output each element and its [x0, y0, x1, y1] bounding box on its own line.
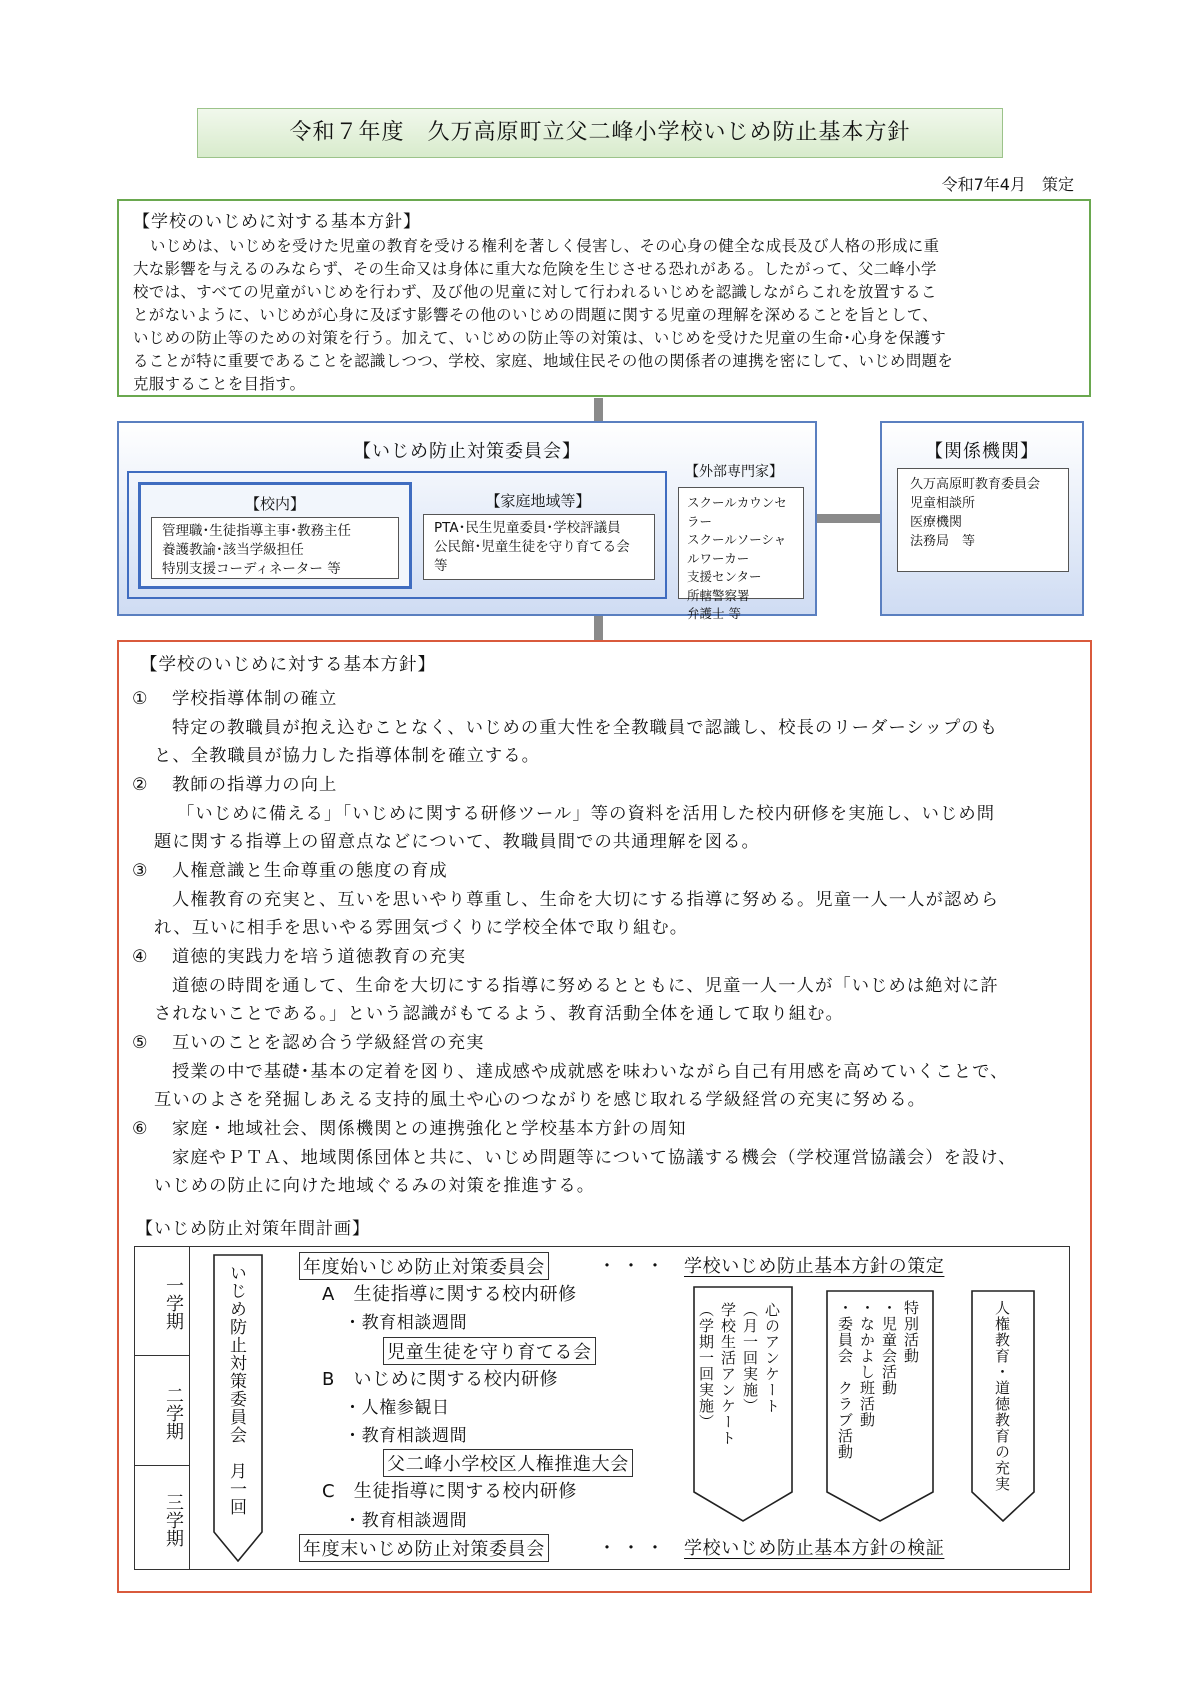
basic-policy-heading: 【学校のいじめに対する基本方針】 [133, 212, 421, 232]
policy-item-1 [132, 685, 1082, 771]
term-column [134, 1246, 190, 1570]
agencies-list [897, 468, 1069, 572]
special-line: 特別活動 [902, 1300, 920, 1364]
committee-monthly-arrow [213, 1254, 263, 1562]
policy-item-4 [132, 943, 1082, 1029]
basic-policy-line: 校では、すべての児童がいじめを行わず、及び他の児童に対して行われるいじめを認識しながらこれを放置するこ [133, 283, 937, 301]
agencies-heading: 【関係機関】 [925, 441, 1039, 462]
policy-title: 道徳的実践力を培う道徳教育の充実 [172, 947, 467, 967]
dots-start: ・・・ [598, 1256, 670, 1277]
school-policy-heading: 【学校のいじめに対する基本方針】 [140, 655, 436, 675]
policy-number: ⑤ [132, 1033, 149, 1053]
policy-text: 人権教育の充実と、互いを思いやり尊重し、生命を大切にする指導に努める。児童一人一人が認めら [172, 889, 1000, 910]
internal-member: 管理職･生徒指導主事･教務主任 [162, 523, 351, 539]
basic-policy-line: 克服することを目指す。 [133, 375, 306, 393]
start-meeting: 年度始いじめ防止対策委員会 [299, 1252, 549, 1280]
special-line: ・委員会 クラブ活動 [836, 1300, 854, 1460]
policy-item-3 [132, 857, 1082, 943]
training-c: C 生徒指導に関する校内研修 [322, 1481, 577, 1502]
internal-members-block [138, 482, 412, 589]
training-b: B いじめに関する校内研修 [322, 1369, 559, 1390]
basic-policy-line: とがないように、いじめが心身に及ぼす影響その他のいじめの問題に関する児童の理解を深めることを旨として、 [133, 306, 939, 324]
external-heading: 【外部専門家】 [685, 464, 783, 480]
annual-plan-heading: 【いじめ防止対策年間計画】 [136, 1219, 370, 1239]
community-members-list [423, 514, 655, 580]
policy-text: されないことである。」という認識がもてるよう、教育活動全体を通して取り組む。 [154, 1004, 844, 1025]
agency: 医療機関 [910, 515, 963, 530]
connector-top [594, 398, 603, 422]
agency: 児童相談所 [910, 496, 976, 511]
policy-number: ① [132, 689, 149, 709]
internal-member: 特別支援コーディネーター 等 [162, 561, 341, 577]
policy-item-2 [132, 771, 1082, 857]
connector-bottom [594, 616, 603, 641]
policy-text: 家庭やＰＴＡ、地域関係団体と共に、いじめ問題等について協議する機会（学校運営協議会）を設け、 [172, 1147, 1017, 1168]
community-heading: 【家庭地域等】 [485, 492, 591, 510]
policy-text: れ、互いに相手を思いやる雰囲気づくりに学校全体で取り組む。 [154, 918, 689, 939]
policy-title: 人権意識と生命尊重の態度の育成 [172, 861, 448, 881]
policy-number: ③ [132, 861, 149, 881]
policy-number: ④ [132, 947, 149, 967]
policy-text: 互いのよさを発掘しあえる支持的風土や心のつながりを感じ取れる学級経営の充実に努める。 [154, 1090, 927, 1111]
page-title: 令和７年度 久万高原町立父二峰小学校いじめ防止基本方針 [289, 120, 911, 145]
term-third: 三学期 [163, 1493, 184, 1547]
special-activities-text [834, 1300, 922, 1500]
policy-text: 授業の中で基礎･基本の定着を図り、達成感や成就感を味わいながら自己有用感を高めていくことで、 [172, 1061, 1009, 1082]
human-rights-rally: 父二峰小学校区人権推進大会 [383, 1449, 633, 1477]
consult-week-a: ・教育相談週間 [344, 1313, 468, 1333]
external-expert: 弁護士 等 [687, 606, 741, 621]
basic-policy-box [117, 199, 1091, 397]
external-expert: 所轄警察署 [687, 587, 750, 603]
term-first: 一学期 [134, 1246, 190, 1356]
end-meeting: 年度末いじめ防止対策委員会 [299, 1534, 549, 1562]
external-expert: スクールカウンセラー [687, 495, 787, 529]
basic-policy-line: ることが特に重要であることを認識しつつ、学校、家庭、地域住民その他の関係者の連携を密にして、いじめ問題を [133, 352, 954, 370]
term-second: 二学期 [134, 1356, 190, 1466]
community-member: 等 [434, 558, 448, 574]
external-expert: スクールソーシャルワーカー [687, 532, 787, 566]
connector-agencies [817, 514, 881, 523]
basic-policy-line: いじめは、いじめを受けた児童の教育を受ける権利を著しく侵害し、その心身の健全な成長及び人格の形成に重 [149, 237, 940, 255]
committee-heading: 【いじめ防止対策委員会】 [353, 441, 581, 462]
special-activities-arrow [826, 1290, 934, 1522]
establishment-date: 令和7年4月 策定 [941, 175, 1074, 194]
committee-monthly-text: いじめ防止対策委員会 月一回 [226, 1264, 246, 1516]
policy-number: ② [132, 775, 149, 795]
special-line: ・なかよし班活動 [858, 1300, 876, 1428]
policy-text: 「いじめに備える」「いじめに関する研修ツール」等の資料を活用した校内研修を実施し、いじめ問 [177, 803, 996, 824]
human-rights-text: 人権教育・道徳教育の充実 [993, 1300, 1011, 1492]
basic-policy-line: 大な影響を与えるのみならず、その生命又は身体に重大な危険を生じさせる恐れがある。したがって、父二峰小学 [133, 260, 937, 278]
dots-end: ・・・ [598, 1538, 670, 1559]
basic-policy-line: いじめの防止等のための対策を行う。加えて、いじめの防止等の対策は、いじめを受けた児童の生命･心身を保護す [133, 329, 947, 347]
policy-text: 特定の教職員が抱え込むことなく、いじめの重大性を全教職員で認識し、校長のリーダーシップのも [172, 717, 999, 738]
internal-members-list [151, 517, 399, 579]
human-rights-observation-day: ・人権参観日 [344, 1398, 450, 1418]
community-member: 公民館･児童生徒を守り育てる会 [434, 539, 630, 555]
survey-line: （学期一回実施） [697, 1302, 715, 1430]
policy-text: いじめの防止に向けた地域ぐるみの対策を推進する。 [154, 1176, 596, 1197]
community-members-block [418, 482, 658, 589]
policy-title: 互いのことを認め合う学級経営の充実 [172, 1033, 485, 1053]
consult-week-c: ・教育相談週間 [344, 1511, 468, 1531]
formulate-policy: 学校いじめ防止基本方針の策定 [684, 1256, 945, 1277]
policy-text: と、全教職員が協力した指導体制を確立する。 [154, 746, 541, 767]
community-member: PTA･民生児童委員･学校評議員 [434, 520, 621, 536]
survey-text [695, 1302, 783, 1502]
policy-title: 学校指導体制の確立 [172, 689, 338, 709]
internal-member: 養護教諭･該当学級担任 [162, 542, 304, 558]
policy-title: 家庭・地域社会、関係機関との連携強化と学校基本方針の周知 [172, 1119, 687, 1139]
survey-line: 学校生活アンケート [719, 1302, 737, 1446]
policy-number: ⑥ [132, 1119, 149, 1139]
external-experts-list [678, 487, 804, 621]
verify-policy: 学校いじめ防止基本方針の検証 [684, 1538, 945, 1559]
training-a: A 生徒指導に関する校内研修 [322, 1284, 577, 1305]
external-expert: 支援センター [687, 569, 762, 584]
basic-policy-body [133, 235, 1075, 396]
policy-title: 教師の指導力の向上 [172, 775, 338, 795]
page-title-banner [197, 108, 1003, 158]
policy-text: 題に関する指導上の留意点などについて、教職員間での共通理解を図る。 [154, 832, 760, 853]
agency: 法務局 等 [910, 534, 976, 549]
human-rights-arrow [971, 1290, 1035, 1522]
policy-item-6 [132, 1115, 1082, 1201]
survey-line: 心のアンケート [763, 1302, 781, 1414]
policy-item-5 [132, 1029, 1082, 1115]
child-protection-association: 児童生徒を守り育てる会 [383, 1337, 596, 1365]
agency: 久万高原町教育委員会 [910, 477, 1041, 492]
policy-text: 道徳の時間を通して、生命を大切にする指導に努めるとともに、児童一人一人が「いじめは絶対に許 [172, 975, 999, 996]
survey-arrow [693, 1286, 793, 1522]
consult-week-b: ・教育相談週間 [344, 1426, 468, 1446]
special-line: ・児童会活動 [880, 1300, 898, 1396]
internal-heading: 【校内】 [244, 495, 305, 513]
survey-line: （月一回実施） [741, 1302, 759, 1414]
